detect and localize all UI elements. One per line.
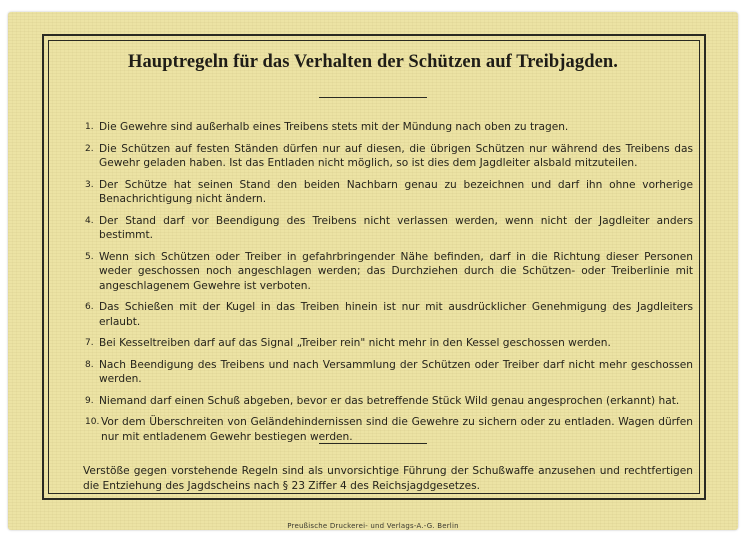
closing-divider <box>319 443 427 444</box>
rule-number: 6. <box>85 302 94 312</box>
rule-text: Die Gewehre sind außerhalb eines Treibens stets mit der Mündung nach oben zu tragen. <box>99 121 569 133</box>
rule-text: Niemand darf einen Schuß abgeben, bevor er das betreffende Stück Wild genau angesprochen (erkannt) hat. <box>99 394 680 407</box>
rule-number: 8. <box>85 359 94 370</box>
rule-text: Bei Kesseltreiben darf auf das Signal „Treiber rein" nicht mehr in den Kessel geschossen werden. <box>99 337 611 349</box>
rule-text: Das Schießen mit der Kugel in das Treiben hinein ist nur mit ausdrücklicher Genehmigung des Jagdleiters erlaubt. <box>99 301 693 328</box>
rule-number: 3. <box>85 179 94 190</box>
document-title: Hauptregeln für das Verhalten der Schützen auf Treibjagden. <box>127 52 619 72</box>
rule-number: 4. <box>85 215 94 226</box>
rule-number: 9. <box>85 395 94 406</box>
rule-text: Nach Beendigung des Treibens und nach Versammlung der Schützen oder Treiber darf nicht mehr geschossen werden. <box>99 358 693 385</box>
closing-note: Verstöße gegen vorstehende Regeln sind als unvorsichtige Führung der Schußwaffe anzusehen und rechtfertigen die Entziehung des Jagdscheins nach § 23 Ziffer 4 des Reichsjagdgesetzes. <box>83 465 693 492</box>
rule-item <box>85 394 693 409</box>
rule-number: 2. <box>85 143 94 154</box>
rule-text: Wenn sich Schützen oder Treiber in gefahrbringender Nähe befinden, darf in die Richtung dieser Personen weder geschossen noch angeschlagen werden; das Durchziehen durch die Schützen- oder Treiberlinie mit angeschlagenem Gewehre ist verboten. <box>99 250 693 292</box>
rule-item <box>85 214 693 243</box>
rule-item <box>85 300 693 329</box>
rule-item <box>85 178 693 207</box>
title-divider <box>319 97 427 98</box>
rule-text: Der Schütze hat seinen Stand den beiden Nachbarn genau zu bezeichnen und darf ihn ohne vorherige Benachrichtigung nicht ändern. <box>99 178 693 205</box>
rule-number: 1. <box>85 122 94 132</box>
document-card <box>8 12 738 530</box>
rule-item <box>85 120 693 135</box>
rule-number: 10. <box>85 417 100 427</box>
rule-number: 7. <box>85 338 94 348</box>
rule-item <box>85 142 693 171</box>
printer-imprint: Preußische Druckerei- und Verlags-A.-G. Berlin <box>287 522 459 530</box>
rules-list <box>85 120 693 444</box>
rule-item <box>85 250 693 294</box>
rule-item <box>85 336 693 351</box>
rule-text: Der Stand darf vor Beendigung des Treibens nicht verlassen werden, wenn nicht der Jagdleiter anders bestimmt. <box>99 214 693 241</box>
rule-text: Vor dem Überschreiten von Geländehindernissen sind die Gewehre zu sichern oder zu entladen. Wagen dürfen nur mit entladenem Gewehr bestiegen werden. <box>101 416 693 443</box>
rule-item <box>85 415 693 444</box>
rule-text: Die Schützen auf festen Ständen dürfen nur auf diesen, die übrigen Schützen nur während des Treibens das Gewehr geladen haben. Ist das Entladen nicht möglich, so ist dies dem Jagdleiter alsbald mitzuteilen. <box>99 142 693 169</box>
rule-number: 5. <box>85 251 94 262</box>
rule-item <box>85 358 693 387</box>
